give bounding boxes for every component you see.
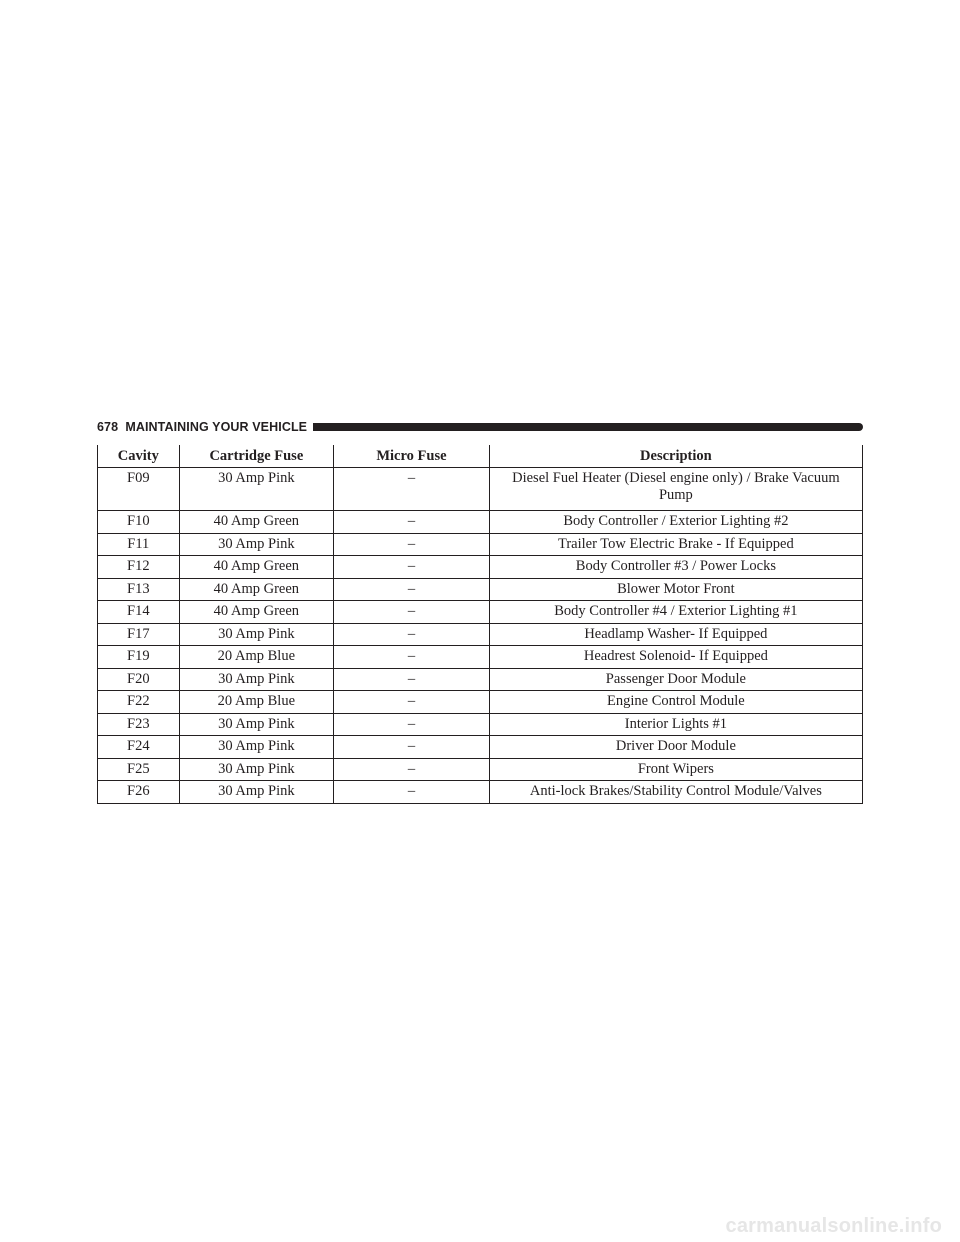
table-row xyxy=(98,601,863,624)
cell-cavity: F17 xyxy=(98,623,180,646)
table-row xyxy=(98,736,863,759)
table-header-row xyxy=(98,445,863,468)
cell-cavity: F20 xyxy=(98,668,180,691)
column-header-description: Description xyxy=(489,445,862,468)
column-header-micro-fuse: Micro Fuse xyxy=(334,445,490,468)
cell-cartridge-fuse: 30 Amp Pink xyxy=(179,623,334,646)
cell-cartridge-fuse: 40 Amp Green xyxy=(179,578,334,601)
cell-micro-fuse: – xyxy=(334,623,490,646)
cell-cavity: F14 xyxy=(98,601,180,624)
cell-cavity: F12 xyxy=(98,556,180,579)
cell-cavity: F10 xyxy=(98,511,180,534)
table-row xyxy=(98,758,863,781)
table-body xyxy=(98,468,863,804)
column-header-cavity: Cavity xyxy=(98,445,180,468)
cell-cavity: F19 xyxy=(98,646,180,669)
table-row xyxy=(98,533,863,556)
table-row xyxy=(98,691,863,714)
column-header-cartridge-fuse: Cartridge Fuse xyxy=(179,445,334,468)
table-row xyxy=(98,578,863,601)
cell-cavity: F09 xyxy=(98,468,180,511)
cell-micro-fuse: – xyxy=(334,646,490,669)
cell-cartridge-fuse: 30 Amp Pink xyxy=(179,758,334,781)
table-row xyxy=(98,646,863,669)
cell-description: Body Controller / Exterior Lighting #2 xyxy=(489,511,862,534)
cell-cavity: F26 xyxy=(98,781,180,804)
cell-cartridge-fuse: 30 Amp Pink xyxy=(179,713,334,736)
cell-cavity: F11 xyxy=(98,533,180,556)
page-number: 678 xyxy=(97,420,119,434)
cell-description: Engine Control Module xyxy=(489,691,862,714)
table-row xyxy=(98,623,863,646)
cell-description: Body Controller #4 / Exterior Lighting #1 xyxy=(489,601,862,624)
cell-cartridge-fuse: 40 Amp Green xyxy=(179,511,334,534)
cell-micro-fuse: – xyxy=(334,511,490,534)
table-row xyxy=(98,668,863,691)
cell-micro-fuse: – xyxy=(334,713,490,736)
cell-cartridge-fuse: 20 Amp Blue xyxy=(179,646,334,669)
cell-micro-fuse: – xyxy=(334,691,490,714)
cell-micro-fuse: – xyxy=(334,668,490,691)
cell-description: Front Wipers xyxy=(489,758,862,781)
table-row xyxy=(98,713,863,736)
cell-cavity: F24 xyxy=(98,736,180,759)
cell-description: Headrest Solenoid- If Equipped xyxy=(489,646,862,669)
cell-description: Blower Motor Front xyxy=(489,578,862,601)
table-row xyxy=(98,511,863,534)
cell-micro-fuse: – xyxy=(334,578,490,601)
table-row xyxy=(98,781,863,804)
cell-cartridge-fuse: 30 Amp Pink xyxy=(179,668,334,691)
page-header-text xyxy=(97,420,313,434)
cell-micro-fuse: – xyxy=(334,533,490,556)
watermark: carmanualsonline.info xyxy=(725,1215,942,1237)
cell-description: Driver Door Module xyxy=(489,736,862,759)
page-header xyxy=(97,418,863,436)
cell-cartridge-fuse: 40 Amp Green xyxy=(179,556,334,579)
cell-micro-fuse: – xyxy=(334,781,490,804)
cell-description: Passenger Door Module xyxy=(489,668,862,691)
cell-description: Anti-lock Brakes/Stability Control Module/Valves xyxy=(489,781,862,804)
cell-cartridge-fuse: 40 Amp Green xyxy=(179,601,334,624)
cell-micro-fuse: – xyxy=(334,736,490,759)
section-title: MAINTAINING YOUR VEHICLE xyxy=(125,420,308,434)
cell-cartridge-fuse: 30 Amp Pink xyxy=(179,468,334,511)
fuse-table xyxy=(97,445,863,804)
cell-description: Trailer Tow Electric Brake - If Equipped xyxy=(489,533,862,556)
cell-cavity: F22 xyxy=(98,691,180,714)
cell-description: Headlamp Washer- If Equipped xyxy=(489,623,862,646)
cell-description: Interior Lights #1 xyxy=(489,713,862,736)
cell-cartridge-fuse: 30 Amp Pink xyxy=(179,533,334,556)
cell-description: Diesel Fuel Heater (Diesel engine only) / Brake Vacuum Pump xyxy=(489,468,862,511)
table-row xyxy=(98,556,863,579)
cell-cavity: F23 xyxy=(98,713,180,736)
cell-micro-fuse: – xyxy=(334,601,490,624)
cell-cartridge-fuse: 30 Amp Pink xyxy=(179,781,334,804)
cell-cartridge-fuse: 30 Amp Pink xyxy=(179,736,334,759)
header-rule xyxy=(313,423,863,431)
cell-cavity: F13 xyxy=(98,578,180,601)
table-row xyxy=(98,468,863,511)
cell-micro-fuse: – xyxy=(334,758,490,781)
cell-cartridge-fuse: 20 Amp Blue xyxy=(179,691,334,714)
cell-micro-fuse: – xyxy=(334,468,490,511)
cell-cavity: F25 xyxy=(98,758,180,781)
cell-micro-fuse: – xyxy=(334,556,490,579)
cell-description: Body Controller #3 / Power Locks xyxy=(489,556,862,579)
